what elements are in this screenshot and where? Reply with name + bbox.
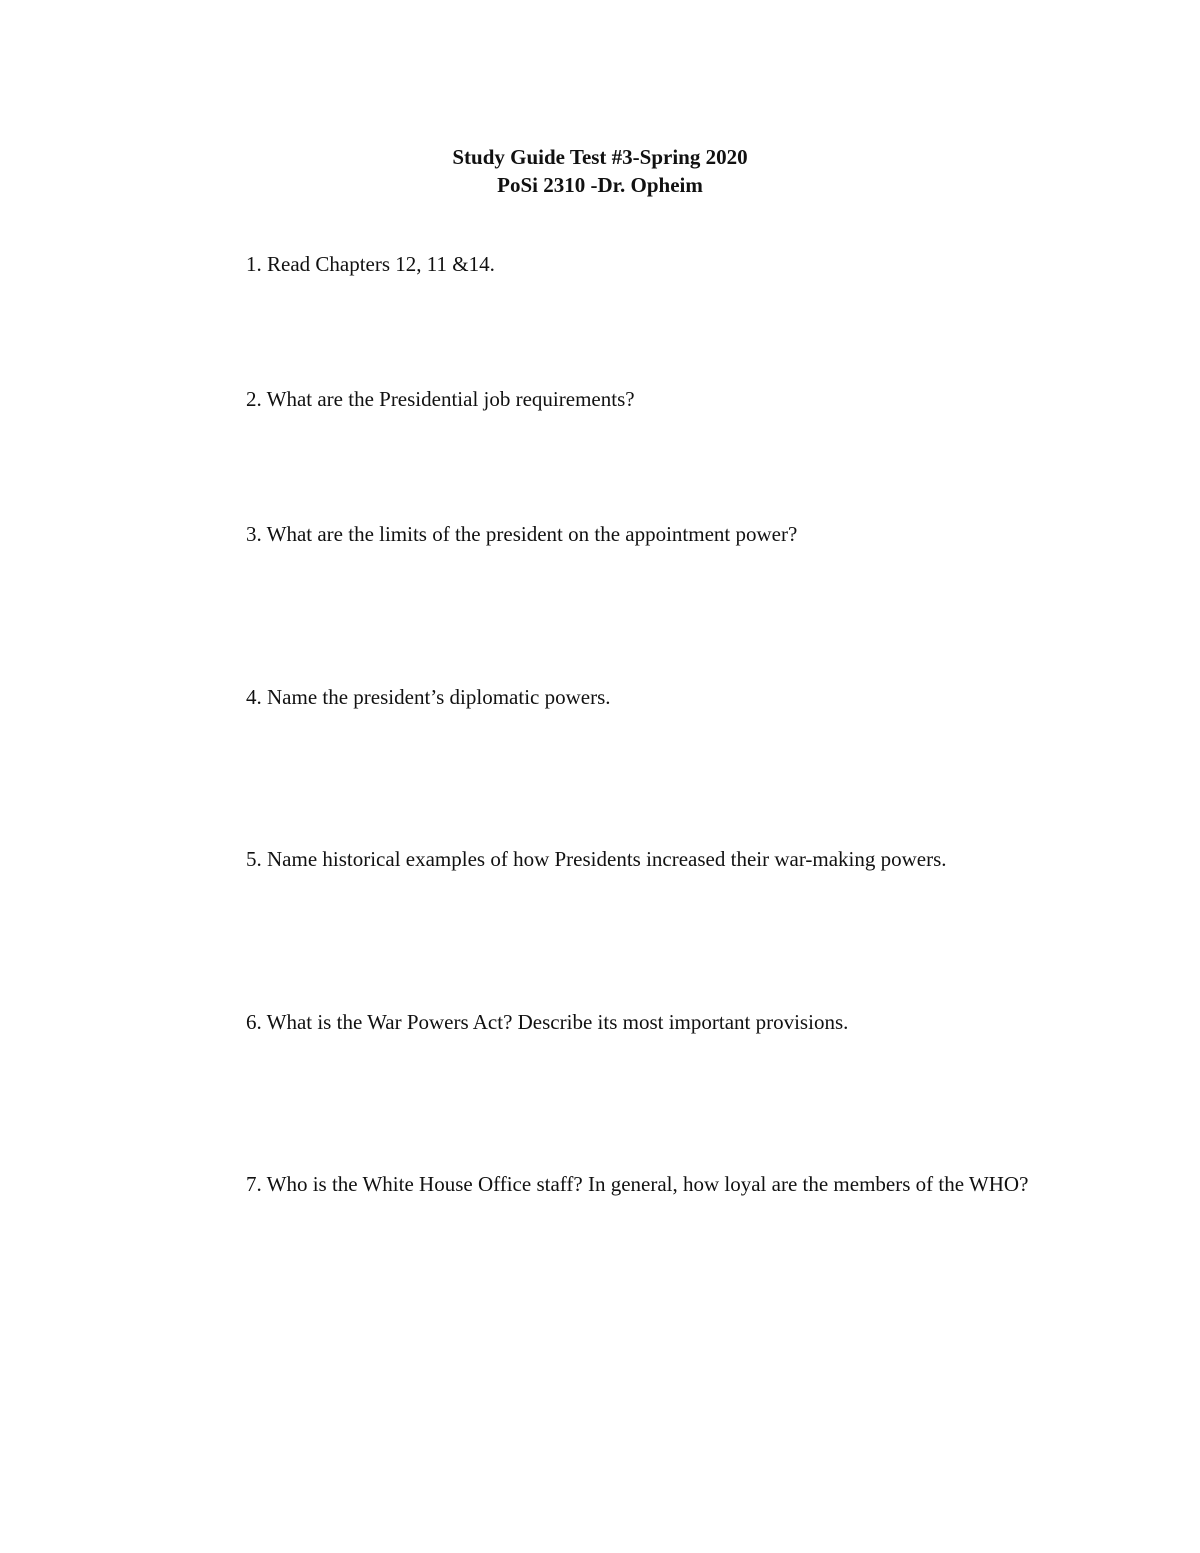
question-2: 2. What are the Presidential job requirements? bbox=[246, 387, 635, 411]
question-4: 4. Name the president’s diplomatic powers. bbox=[246, 685, 611, 709]
question-6: 6. What is the War Powers Act? Describe its most important provisions. bbox=[246, 1010, 849, 1034]
title-line-1: Study Guide Test #3-Spring 2020 bbox=[452, 145, 748, 169]
question-5: 5. Name historical examples of how Presidents increased their war-making powers. bbox=[246, 847, 947, 871]
document-title bbox=[0, 143, 1200, 199]
question-1: 1. Read Chapters 12, 11 &14. bbox=[246, 252, 495, 276]
title-line-2: PoSi 2310 -Dr. Opheim bbox=[497, 173, 703, 197]
question-7: 7. Who is the White House Office staff? In general, how loyal are the members of the WHO? bbox=[246, 1172, 1029, 1196]
question-3: 3. What are the limits of the president on the appointment power? bbox=[246, 522, 798, 546]
